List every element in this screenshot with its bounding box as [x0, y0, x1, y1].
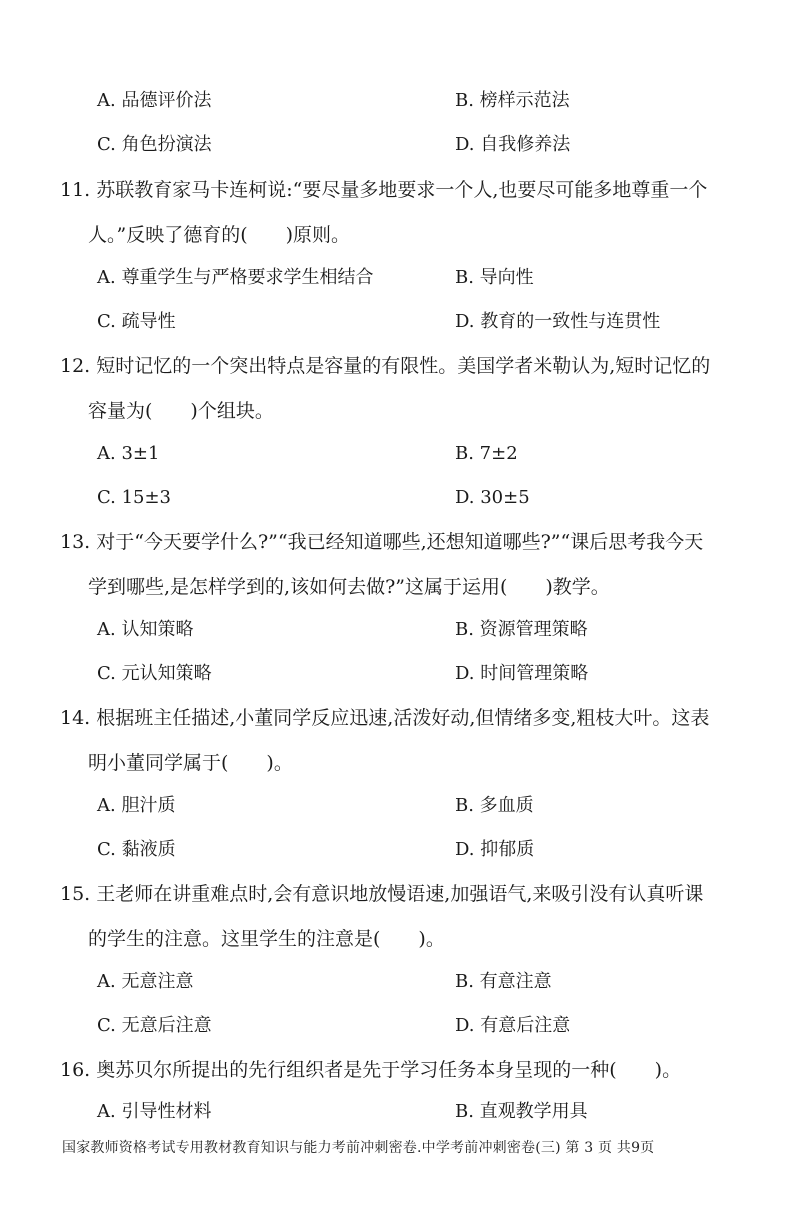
question-13-stem-line-1: 13. 对于“今天要学什么?”“我已经知道哪些,还想知道哪些?”“课后思考我今天: [60, 531, 704, 553]
question-12-option-c: C. 15±3: [97, 487, 172, 508]
question-14-option-d: D. 抑郁质: [455, 839, 535, 860]
question-15-option-c: C. 无意后注意: [97, 1015, 212, 1036]
prev-option-c: C. 角色扮演法: [97, 134, 212, 155]
question-16-option-a: A. 引导性材料: [97, 1101, 212, 1122]
prev-option-b: B. 榜样示范法: [455, 90, 570, 111]
question-11-option-b: B. 导向性: [455, 267, 534, 288]
question-13-option-c: C. 元认知策略: [97, 663, 212, 684]
question-11-option-c: C. 疏导性: [97, 311, 176, 332]
prev-option-a: A. 品德评价法: [97, 90, 212, 111]
question-11-option-a: A. 尊重学生与严格要求学生相结合: [97, 267, 374, 288]
question-11-stem-line-1: 11. 苏联教育家马卡连柯说:“要尽量多地要求一个人,也要尽可能多地尊重一个: [60, 179, 708, 201]
question-16-option-b: B. 直观教学用具: [455, 1101, 588, 1122]
question-14-option-a: A. 胆汁质: [97, 795, 176, 816]
question-12-option-a: A. 3±1: [97, 443, 160, 464]
question-14-stem-line-2: 明小董同学属于( )。: [88, 752, 293, 774]
question-13-option-d: D. 时间管理策略: [455, 663, 589, 684]
question-15-stem-line-2: 的学生的注意。这里学生的注意是( )。: [88, 928, 445, 950]
question-15-stem-line-1: 15. 王老师在讲重难点时,会有意识地放慢语速,加强语气,来吸引没有认真听课: [60, 883, 704, 905]
question-14-option-b: B. 多血质: [455, 795, 534, 816]
question-12-stem-line-2: 容量为( )个组块。: [88, 400, 274, 422]
question-12-stem-line-1: 12. 短时记忆的一个突出特点是容量的有限性。美国学者米勒认为,短时记忆的: [60, 355, 711, 377]
question-15-option-a: A. 无意注意: [97, 971, 194, 992]
question-12-option-d: D. 30±5: [455, 487, 530, 508]
question-14-stem-line-1: 14. 根据班主任描述,小董同学反应迅速,活泼好动,但情绪多变,粗枝大叶。这表: [60, 707, 710, 729]
prev-option-d: D. 自我修养法: [455, 134, 571, 155]
question-11-stem-line-2: 人。”反映了德育的( )原则。: [88, 224, 351, 246]
question-13-option-a: A. 认知策略: [97, 619, 194, 640]
question-14-option-c: C. 黏液质: [97, 839, 176, 860]
question-13-option-b: B. 资源管理策略: [455, 619, 588, 640]
question-12-option-b: B. 7±2: [455, 443, 518, 464]
question-15-option-b: B. 有意注意: [455, 971, 552, 992]
question-16-stem-line-1: 16. 奥苏贝尔所提出的先行组织者是先于学习任务本身呈现的一种( )。: [60, 1059, 682, 1081]
page-footer: 国家教师资格考试专用教材教育知识与能力考前冲刺密卷.中学考前冲刺密卷(三) 第 3 页 共9页: [62, 1140, 655, 1156]
question-11-option-d: D. 教育的一致性与连贯性: [455, 311, 661, 332]
question-13-stem-line-2: 学到哪些,是怎样学到的,该如何去做?”这属于运用( )教学。: [88, 576, 610, 598]
question-15-option-d: D. 有意后注意: [455, 1015, 571, 1036]
